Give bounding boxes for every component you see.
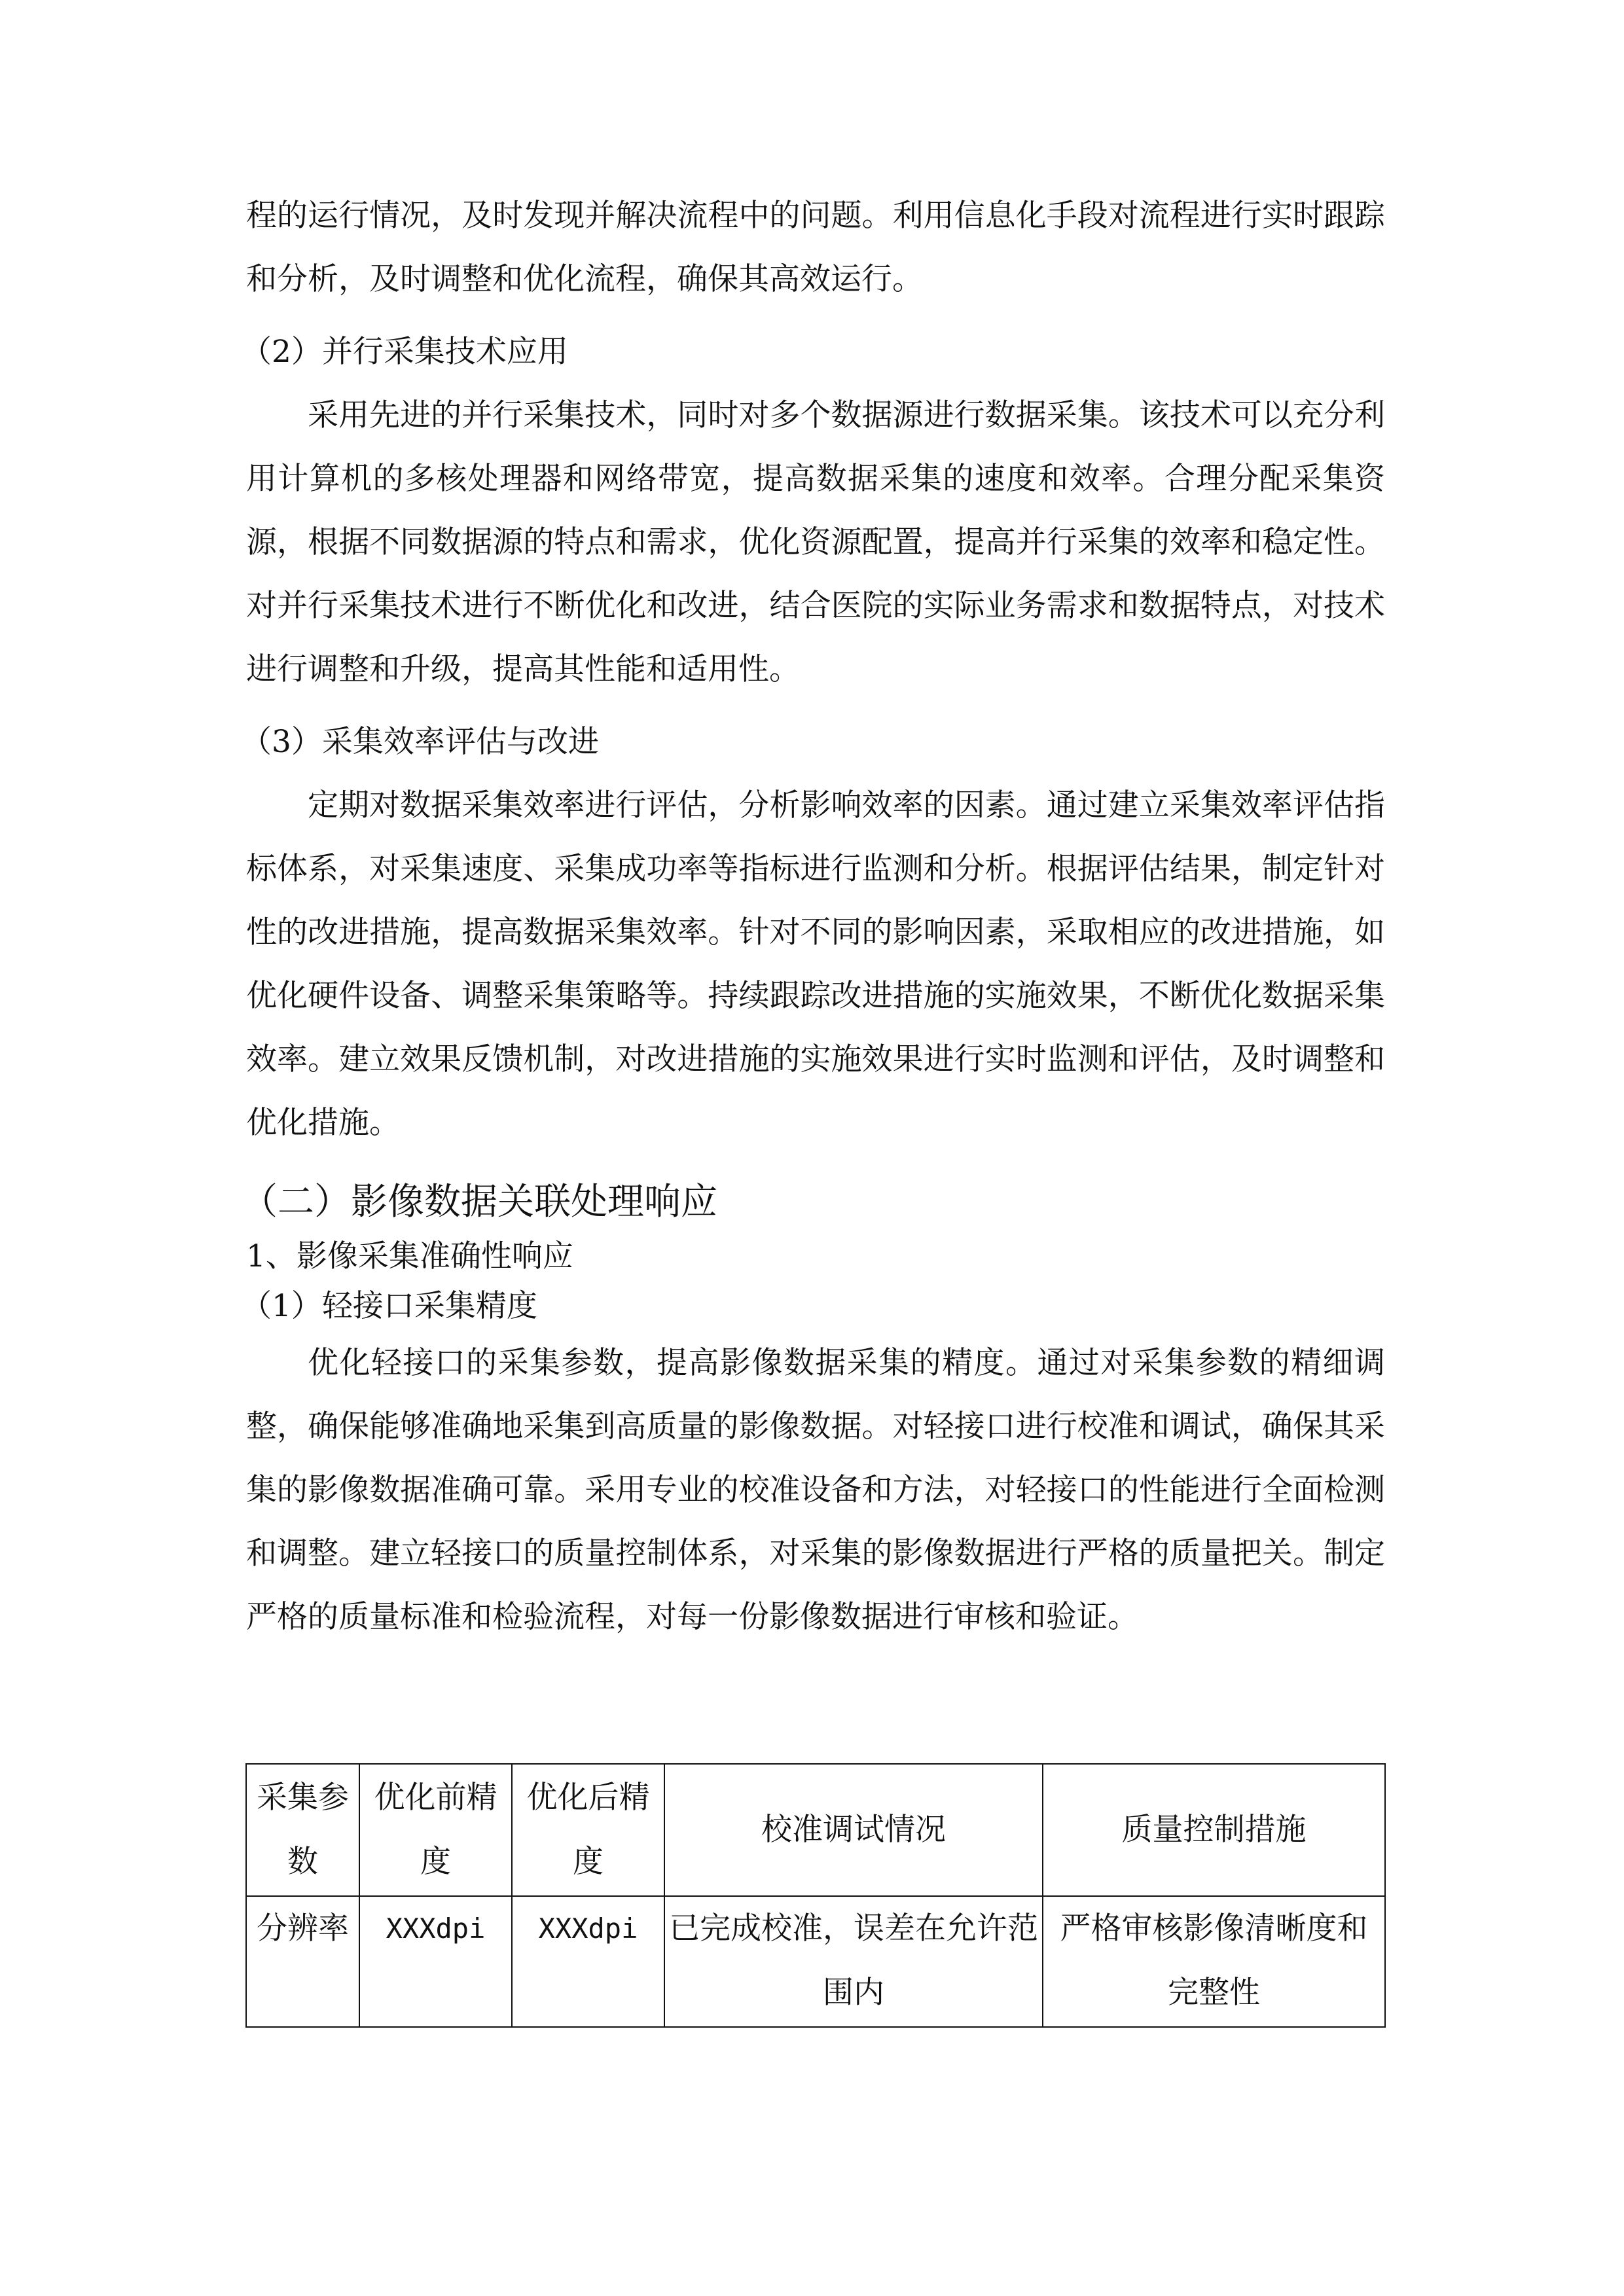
table-cell: XXXdpi: [512, 1896, 664, 2027]
heading-light-interface-precision: （1）轻接口采集精度: [241, 1288, 537, 1324]
section-title-image-data: （二）影像数据关联处理响应: [241, 1181, 717, 1223]
paragraph-process-tracking: 程的运行情况，及时发现并解决流程中的问题。利用信息化手段对流程进行实时跟踪和分析，及时调整和优化流程，确保其高效运行。: [246, 198, 1385, 297]
table-cell: 分辨率: [246, 1896, 359, 2027]
paragraph-light-interface: 优化轻接口的采集参数，提高影像数据采集的精度。通过对采集参数的精细调整，确保能够准确地采集到高质量的影像数据。对轻接口进行校准和调试，确保其采集的影像数据准确可靠。采用专业的校准设备和方法，对轻接口的性能进行全面检测和调整。建立轻接口的质量控制体系，对采集的影像数据进行严格的质量把关。制定严格的质量标准和检验流程，对每一份影像数据进行审核和验证。: [246, 1345, 1385, 1635]
paragraph-efficiency-evaluation: 定期对数据采集效率进行评估，分析影响效率的因素。通过建立采集效率评估指标体系，对采集速度、采集成功率等指标进行监测和分析。根据评估结果，制定针对性的改进措施，提高数据采集效率。针对不同的影响因素，采取相应的改进措施，如优化硬件设备、调整采集策略等。持续跟踪改进措施的实施效果，不断优化数据采集效率。建立效果反馈机制，对改进措施的实施效果进行实时监测和评估，及时调整和优化措施。: [246, 787, 1385, 1141]
heading-image-accuracy: 1、影像采集准确性响应: [246, 1238, 573, 1274]
table-header-row: [246, 1764, 1385, 1896]
subheading-efficiency-evaluation: （3）采集效率评估与改进: [241, 724, 599, 760]
table-cell: 严格审核影像清晰度和完整性: [1043, 1896, 1385, 2027]
table-cell: 已完成校准，误差在允许范围内: [664, 1896, 1043, 2027]
table-header-cell: 优化后精度: [512, 1764, 664, 1896]
document-body: [241, 184, 1385, 1649]
table-header-cell: 采集参数: [246, 1764, 359, 1896]
table-cell: XXXdpi: [359, 1896, 512, 2027]
table-row: [246, 1896, 1385, 2027]
table-header-cell: 质量控制措施: [1043, 1764, 1385, 1896]
subheading-parallel-collection: （2）并行采集技术应用: [241, 334, 568, 370]
paragraph-parallel-collection: 采用先进的并行采集技术，同时对多个数据源进行数据采集。该技术可以充分利用计算机的多核处理器和网络带宽，提高数据采集的速度和效率。合理分配采集资源，根据不同数据源的特点和需求，优化资源配置，提高并行采集的效率和稳定性。对并行采集技术进行不断优化和改进，结合医院的实际业务需求和数据特点，对技术进行调整和升级，提高其性能和适用性。: [246, 397, 1385, 687]
table-header-cell: 优化前精度: [359, 1764, 512, 1896]
table-header-cell: 校准调试情况: [664, 1764, 1043, 1896]
precision-table: [245, 1763, 1386, 2028]
